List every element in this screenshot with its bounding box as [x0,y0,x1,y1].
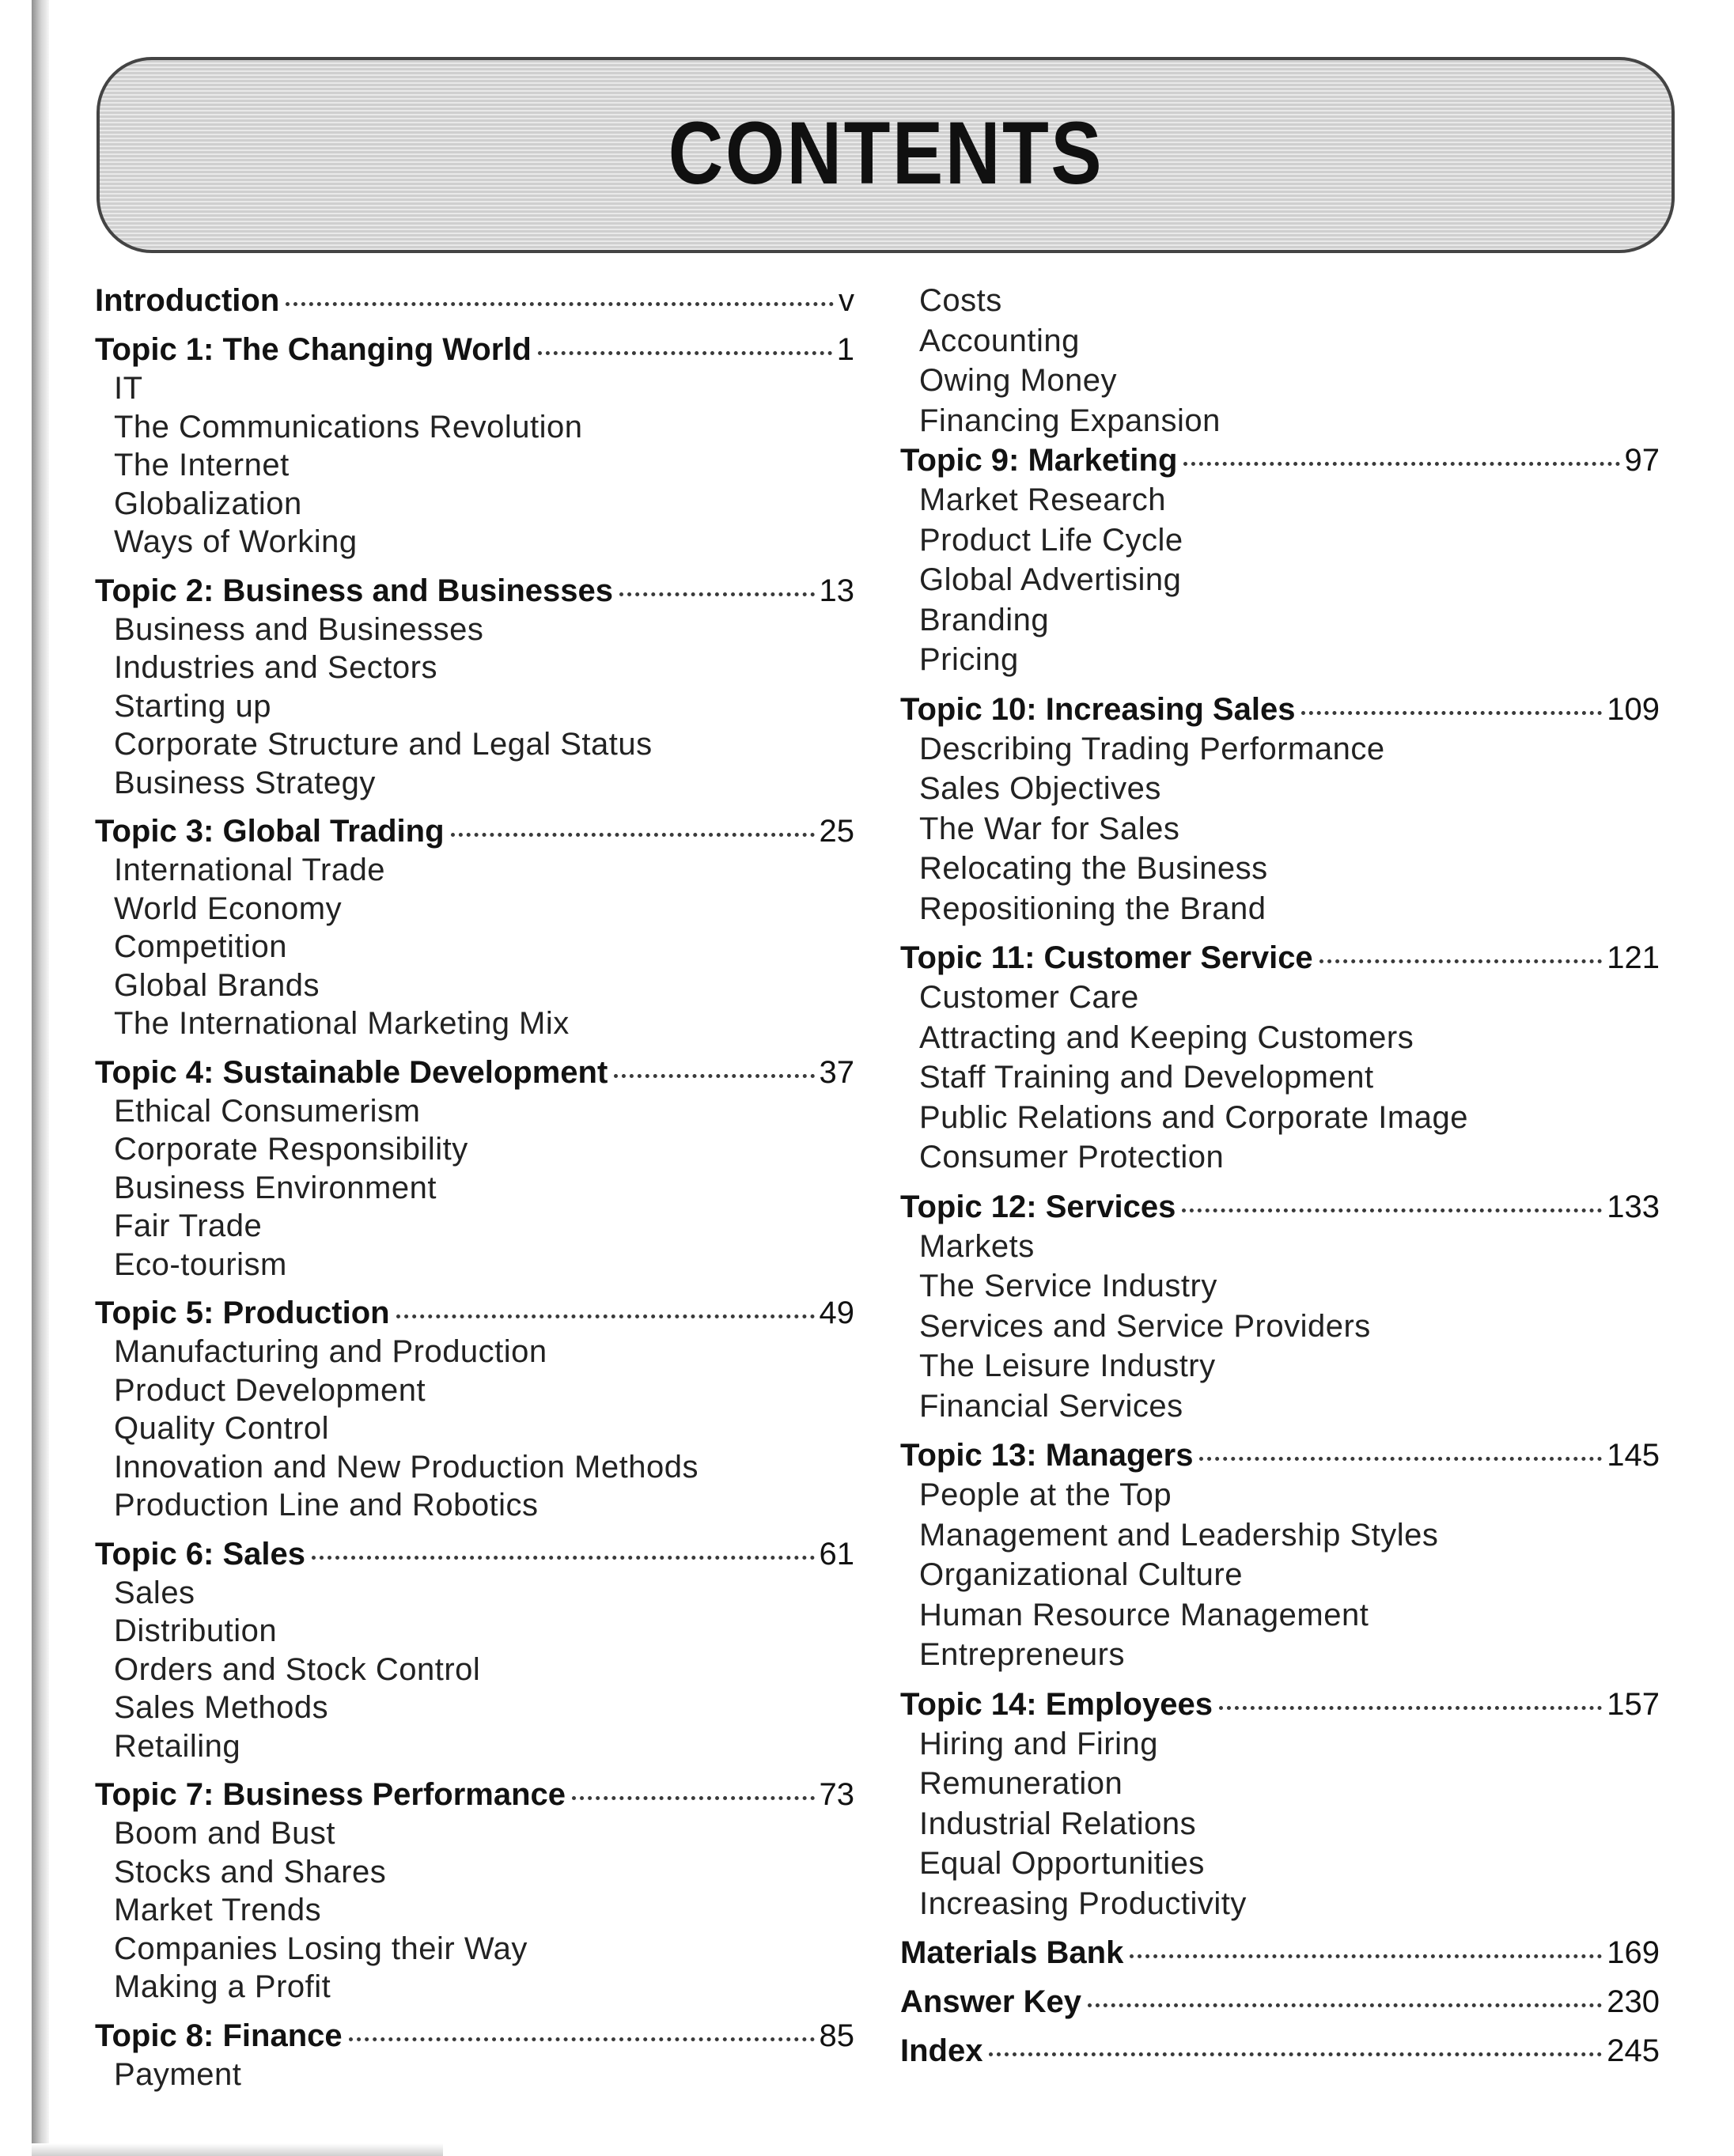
subtopic-item: The Service Industry [919,1269,1217,1303]
toc-entry-topic-1-the-changing-world [95,330,854,562]
subtopic-list [900,1227,1660,1427]
subtopic-item: Consumer Protection [919,1140,1225,1174]
subtopic-item: Public Relations and Corporate Image [919,1099,1468,1135]
subtopic-item: Competition [114,929,287,964]
subtopic-item: Global Brands [114,967,320,1003]
toc-entry-topic-12-services [900,1187,1660,1427]
toc-entry-topic-5-production [95,1293,854,1525]
toc-entry-title-row [95,281,854,320]
left-column [95,281,854,2103]
subtopic-list [900,480,1660,680]
toc-entry-topic-6-sales [95,1534,854,1766]
subtopic-item: Market Research [919,482,1167,517]
subtopic-item: Business Environment [114,1170,437,1205]
subtopic-item: Hiring and Firing [919,1726,1158,1761]
dot-leader [312,1556,814,1560]
subtopic-list [95,2056,854,2094]
topic-title: Materials Bank [900,1935,1124,1970]
dot-leader [619,592,814,596]
subtopic-item: Orders and Stock Control [114,1651,481,1687]
topic-title: Index [900,2033,983,2068]
toc-entry-title-row [900,2031,1660,2071]
toc-entry-materials-bank [900,1933,1660,1973]
topic-title: Topic 12: Services [900,1189,1176,1224]
subtopic-item: Entrepreneurs [919,1637,1125,1672]
toc-entry-topic-8-finance [95,2016,854,2094]
topic-title: Topic 5: Production [95,1295,390,1330]
toc-entry-title-row [95,1775,854,1814]
topic-title: Topic 8: Finance [95,2018,343,2053]
dot-leader [396,1314,815,1318]
subtopic-item: Global Advertising [919,562,1182,597]
subtopic-item: Markets [919,1228,1035,1264]
toc-entry-title-row [900,1187,1660,1227]
subtopic-item: Describing Trading Performance [919,731,1385,766]
subtopic-item: Remuneration [919,1766,1123,1801]
subtopic-item: Ethical Consumerism [114,1093,421,1129]
toc-entry-topic-3-global-trading [95,811,854,1043]
topic-title: Topic 11: Customer Service [900,940,1313,975]
subtopic-item: Customer Care [919,980,1139,1015]
subtopic-list [900,978,1660,1178]
toc-entry-title-row [95,2016,854,2056]
toc-entry-topic-10-increasing-sales [900,690,1660,929]
dot-leader [1182,1208,1602,1212]
toc-entry-introduction [95,281,854,320]
subtopic-item: Accounting [919,323,1080,358]
dot-leader [1088,2003,1602,2007]
toc-entry-topic-9-marketing [900,441,1660,680]
toc-entry-topic-4-sustainable-development [95,1053,854,1284]
subtopic-item: Relocating the Business [919,851,1268,886]
subtopic-item: Making a Profit [114,1969,331,2004]
subtopic-item: Boom and Bust [114,1816,335,1851]
subtopic-item: Financial Services [919,1388,1183,1424]
toc-entry-title-row [900,441,1660,480]
subtopic-item: The Communications Revolution [114,409,583,444]
topic-title: Topic 7: Business Performance [95,1777,566,1812]
topic-title: Topic 10: Increasing Sales [900,691,1296,727]
subtopic-item: Attracting and Keeping Customers [919,1019,1414,1055]
page-number: 1 [836,332,854,367]
contents-banner [97,57,1675,253]
subtopic-item: Sales Objectives [919,771,1161,806]
subtopic-item: The Leisure Industry [919,1348,1216,1383]
page-number: 109 [1607,691,1660,727]
toc-entry-topic-7-business-performance [95,1775,854,2007]
dot-leader [1219,1706,1602,1710]
toc-entry-title-row [900,1685,1660,1724]
page-number: 97 [1624,443,1660,478]
topic-title: Topic 14: Employees [900,1686,1213,1722]
subtopic-list [95,1092,854,1284]
page-number: 121 [1607,940,1660,975]
book-spine-shadow [32,0,49,2156]
page-number: 169 [1607,1935,1660,1970]
dot-leader [1301,711,1602,715]
dot-leader [1319,959,1603,963]
subtopic-item: IT [114,371,143,406]
right-column [900,281,1660,2080]
subtopic-list [95,369,854,562]
subtopic-item: Sales Methods [114,1690,329,1725]
subtopic-list [900,1475,1660,1675]
page-edge-shadow [32,2143,443,2156]
toc-entry-answer-key [900,1982,1660,2022]
subtopic-item: The Internet [114,448,290,482]
subtopic-item: Owing Money [919,363,1118,398]
toc-entry-title-row [900,1982,1660,2022]
subtopic-item: Financing Expansion [919,403,1221,438]
topic-title: Topic 6: Sales [95,1536,306,1572]
toc-entry-title-row [900,690,1660,729]
subtopic-item: International Trade [114,853,386,887]
subtopic-item: Payment [114,2056,242,2092]
dot-leader [572,1796,815,1800]
toc-entry-title-row [95,1053,854,1092]
toc-entry-topic-14-employees [900,1685,1660,1924]
subtopic-list [95,1333,854,1525]
dot-leader [286,302,834,306]
subtopic-item: Branding [919,602,1050,637]
subtopic-item: Retailing [114,1728,241,1764]
subtopic-item: Equal Opportunities [919,1846,1205,1881]
dot-leader [538,351,832,355]
subtopic-item: Pricing [919,642,1019,677]
subtopic-item: Eco-tourism [114,1246,287,1282]
toc-entry-topic-13-managers [900,1435,1660,1675]
toc-entry-title-row [95,571,854,611]
subtopic-item: Starting up [114,688,271,724]
page-number: 49 [819,1295,854,1330]
subtopic-item: Manufacturing and Production [114,1334,547,1369]
topic-title: Introduction [95,283,280,318]
toc-entry-title-row [95,1534,854,1574]
subtopic-item: Production Line and Robotics [114,1488,539,1522]
dot-leader [614,1074,814,1078]
subtopic-item: Business Strategy [114,765,376,800]
subtopic-item: Innovation and New Production Methods [114,1449,699,1485]
subtopic-item: Product Development [114,1372,426,1408]
topic-title: Topic 3: Global Trading [95,814,445,849]
subtopic-item: Market Trends [114,1893,322,1927]
topic-title: Topic 1: The Changing World [95,332,532,367]
subtopic-item: Repositioning the Brand [919,891,1266,926]
dot-leader [989,2052,1602,2056]
dot-leader [1183,462,1619,466]
dot-leader [1130,1954,1602,1958]
subtopic-item: Increasing Productivity [919,1886,1247,1921]
subtopic-item: Fair Trade [114,1208,263,1243]
subtopic-item: Business and Businesses [114,611,484,647]
subtopic-item: Quality Control [114,1411,330,1446]
subtopic-item: Costs [919,283,1002,318]
subtopic-item: Services and Service Providers [919,1308,1371,1344]
page-number: 230 [1607,1984,1660,2019]
page-number: 145 [1607,1438,1660,1473]
page-number: 157 [1607,1686,1660,1722]
subtopic-item: World Economy [114,891,343,926]
subtopic-item: Globalization [114,486,302,521]
toc-entry-title-row [95,330,854,369]
subtopic-item: The War for Sales [919,811,1180,846]
page-number: 61 [819,1536,854,1572]
subtopic-item: Industrial Relations [919,1806,1197,1841]
subtopic-item: Staff Training and Development [919,1060,1374,1095]
toc-entry-topic-2-business-and-businesses [95,571,854,803]
topic-title: Topic 4: Sustainable Development [95,1054,608,1090]
toc-entry-title-row [900,1933,1660,1973]
subtopic-item: Sales [114,1575,195,1610]
subtopic-item: Ways of Working [114,524,358,559]
page-number: v [839,283,854,318]
toc-entry-title-row [900,938,1660,978]
subtopic-list [95,1574,854,1766]
dot-leader [1199,1457,1602,1461]
subtopic-list [95,1814,854,2007]
toc-entry-index [900,2031,1660,2071]
subtopic-item: Management and Leadership Styles [919,1517,1439,1553]
page-number: 73 [819,1777,854,1812]
toc-entry-title-row [95,811,854,851]
topic-title: Topic 9: Marketing [900,443,1178,478]
subtopic-list [95,851,854,1043]
toc-entry-title-row [900,1435,1660,1475]
page-title: CONTENTS [668,103,1104,202]
toc-entry-title-row [95,1293,854,1333]
subtopic-item: The International Marketing Mix [114,1006,570,1041]
page-number: 13 [819,573,854,608]
subtopic-item: Organizational Culture [919,1557,1243,1592]
dot-leader [349,2037,815,2041]
subtopic-item: Product Life Cycle [919,522,1183,558]
subtopic-item: Companies Losing their Way [114,1931,528,1966]
subtopic-list [900,729,1660,929]
topic-title: Topic 2: Business and Businesses [95,573,614,608]
page-number: 37 [819,1054,854,1090]
page-number: 245 [1607,2033,1660,2068]
subtopic-list [95,611,854,803]
page-number: 133 [1607,1189,1660,1224]
subtopic-item: Stocks and Shares [114,1854,387,1889]
subtopic-item: Distribution [114,1613,278,1648]
subtopic-list [900,1724,1660,1924]
subtopic-item: Corporate Responsibility [114,1132,468,1167]
subtopic-item: Industries and Sectors [114,650,437,685]
topic-title: Topic 13: Managers [900,1438,1194,1473]
continued-subtopic-list [900,281,1660,441]
topic-title: Answer Key [900,1984,1081,2019]
toc-entry-topic-11-customer-service [900,938,1660,1178]
page-number: 25 [819,814,854,849]
page-number: 85 [819,2018,854,2053]
dot-leader [451,833,815,837]
subtopic-item: Corporate Structure and Legal Status [114,727,653,762]
subtopic-item: People at the Top [919,1477,1172,1512]
subtopic-item: Human Resource Management [919,1597,1369,1632]
